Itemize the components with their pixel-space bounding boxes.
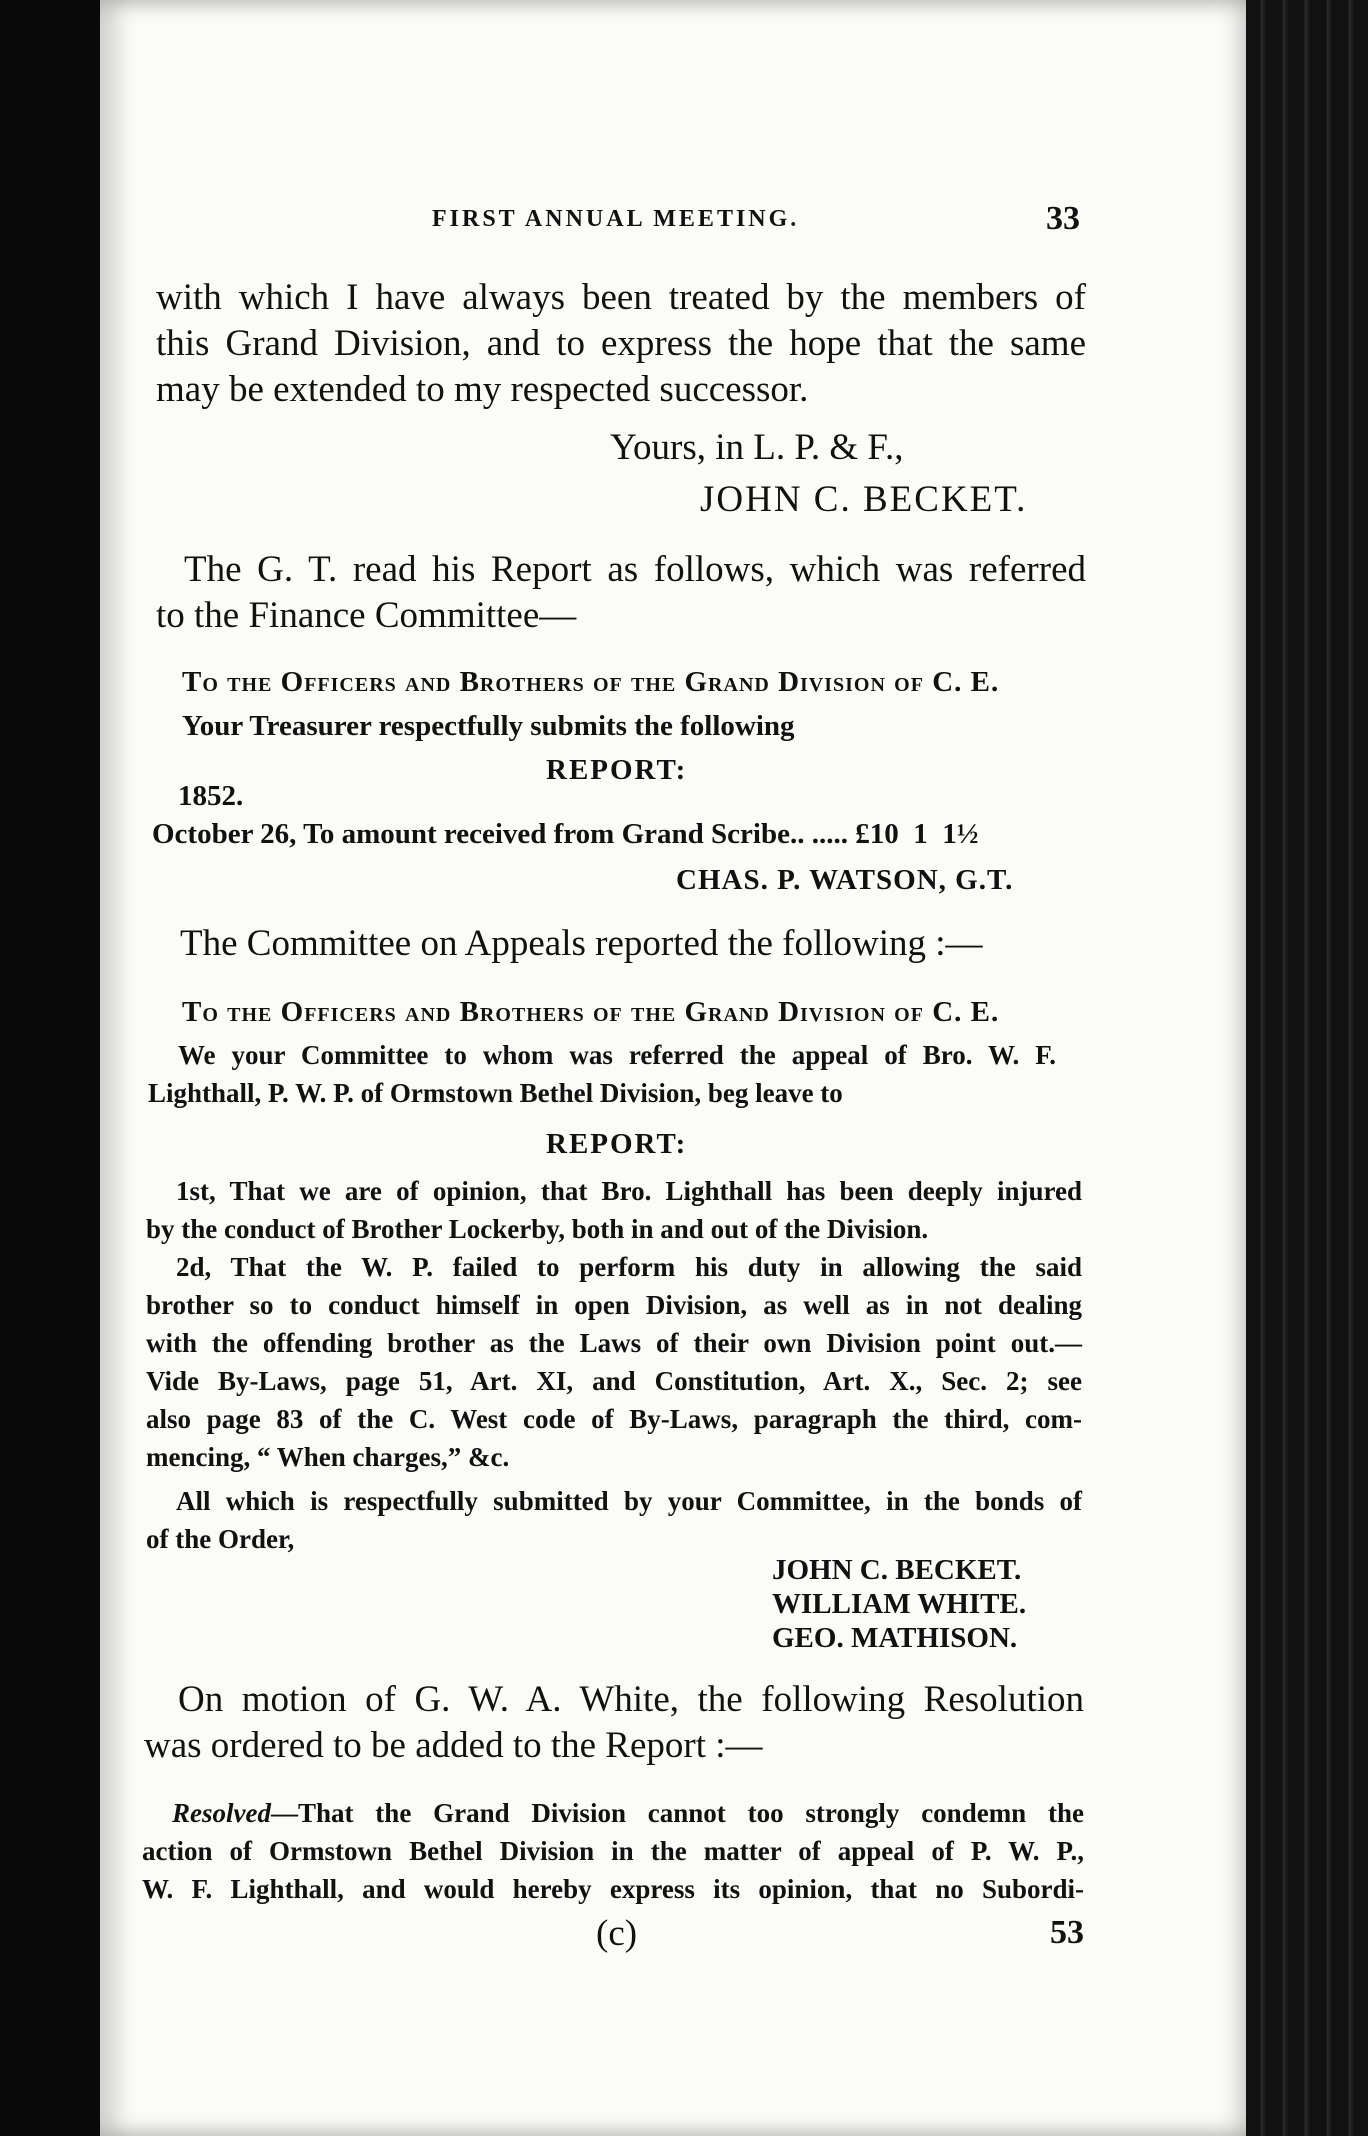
- book-gutter: [1246, 0, 1368, 2136]
- appeals-finding-line: brother so to conduct himself in open Division, as well as in not dealing: [146, 1290, 1082, 1320]
- resolved-label: Resolved: [172, 1798, 271, 1828]
- running-title: FIRST ANNUAL MEETING.: [432, 206, 800, 232]
- letter-line: with which I have always been treated by the members of: [156, 277, 1086, 318]
- letter-signature: JOHN C. BECKET.: [700, 479, 1028, 520]
- appeals-body-line: Lighthall, P. W. P. of Ormstown Bethel Division, beg leave to: [148, 1078, 843, 1108]
- letter-line: may be extended to my respected successor.: [156, 369, 809, 410]
- treasurer-address: To the Officers and Brothers of the Grand Division of C. E.: [182, 666, 1000, 698]
- appeals-signatory: GEO. MATHISON.: [772, 1622, 1018, 1654]
- letter-salutation: Yours, in L. P. & F.,: [610, 427, 904, 468]
- appeals-signatory: JOHN C. BECKET.: [772, 1554, 1022, 1586]
- appeals-finding-line: mencing, “ When charges,” &c.: [146, 1442, 510, 1472]
- resolution-text: —That the Grand Division cannot too strongly condemn the: [270, 1798, 1084, 1828]
- resolution-line-first: [172, 1798, 1084, 1829]
- appeals-signatory: WILLIAM WHITE.: [772, 1588, 1027, 1620]
- appeals-address: To the Officers and Brothers of the Grand Division of C. E.: [182, 996, 1000, 1028]
- treasurer-year: 1852.: [178, 780, 244, 812]
- page-number: 33: [1046, 200, 1080, 237]
- appeals-finding-line: Vide By-Laws, page 51, Art. XI, and Constitution, Art. X., Sec. 2; see: [146, 1366, 1082, 1396]
- resolution-line: action of Ormstown Bethel Division in the matter of appeal of P. W. P.,: [142, 1836, 1084, 1866]
- appeals-finding-line: All which is respectfully submitted by your Committee, in the bonds of: [176, 1486, 1082, 1516]
- appeals-finding-line: of the Order,: [146, 1524, 295, 1554]
- appeals-finding-line: 1st, That we are of opinion, that Bro. Lighthall has been deeply injured: [176, 1176, 1082, 1206]
- appeals-report-heading: REPORT:: [546, 1128, 688, 1160]
- motion-line: On motion of G. W. A. White, the following Resolution: [178, 1679, 1084, 1720]
- appeals-intro: The Committee on Appeals reported the following :—: [180, 923, 983, 964]
- appeals-body-line: We your Committee to whom was referred the appeal of Bro. W. F.: [178, 1040, 1056, 1070]
- treasurer-intro: The G. T. read his Report as follows, which was referred: [184, 549, 1086, 590]
- treasurer-entry: October 26, To amount received from Grand Scribe.. ..... £10 1 1½: [152, 818, 979, 850]
- appeals-finding-line: 2d, That the W. P. failed to perform his duty in allowing the said: [176, 1252, 1082, 1282]
- signature-mark: (c): [596, 1913, 638, 1954]
- letter-line: this Grand Division, and to express the hope that the same: [156, 323, 1086, 364]
- appeals-finding-line: also page 83 of the C. West code of By-Laws, paragraph the third, com-: [146, 1404, 1082, 1434]
- treasurer-report-heading: REPORT:: [546, 754, 688, 786]
- appeals-finding-line: with the offending brother as the Laws of their own Division point out.—: [146, 1328, 1082, 1358]
- motion-line: was ordered to be added to the Report :—: [144, 1725, 763, 1766]
- appeals-finding-line: by the conduct of Brother Lockerby, both in and out of the Division.: [146, 1214, 929, 1244]
- resolution-line: W. F. Lighthall, and would hereby express its opinion, that no Subordi-: [142, 1874, 1084, 1904]
- treasurer-submits: Your Treasurer respectfully submits the following: [182, 710, 795, 742]
- treasurer-intro: to the Finance Committee—: [156, 595, 577, 636]
- sheet-number: 53: [1050, 1914, 1084, 1951]
- treasurer-signature: CHAS. P. WATSON, G.T.: [676, 864, 1014, 896]
